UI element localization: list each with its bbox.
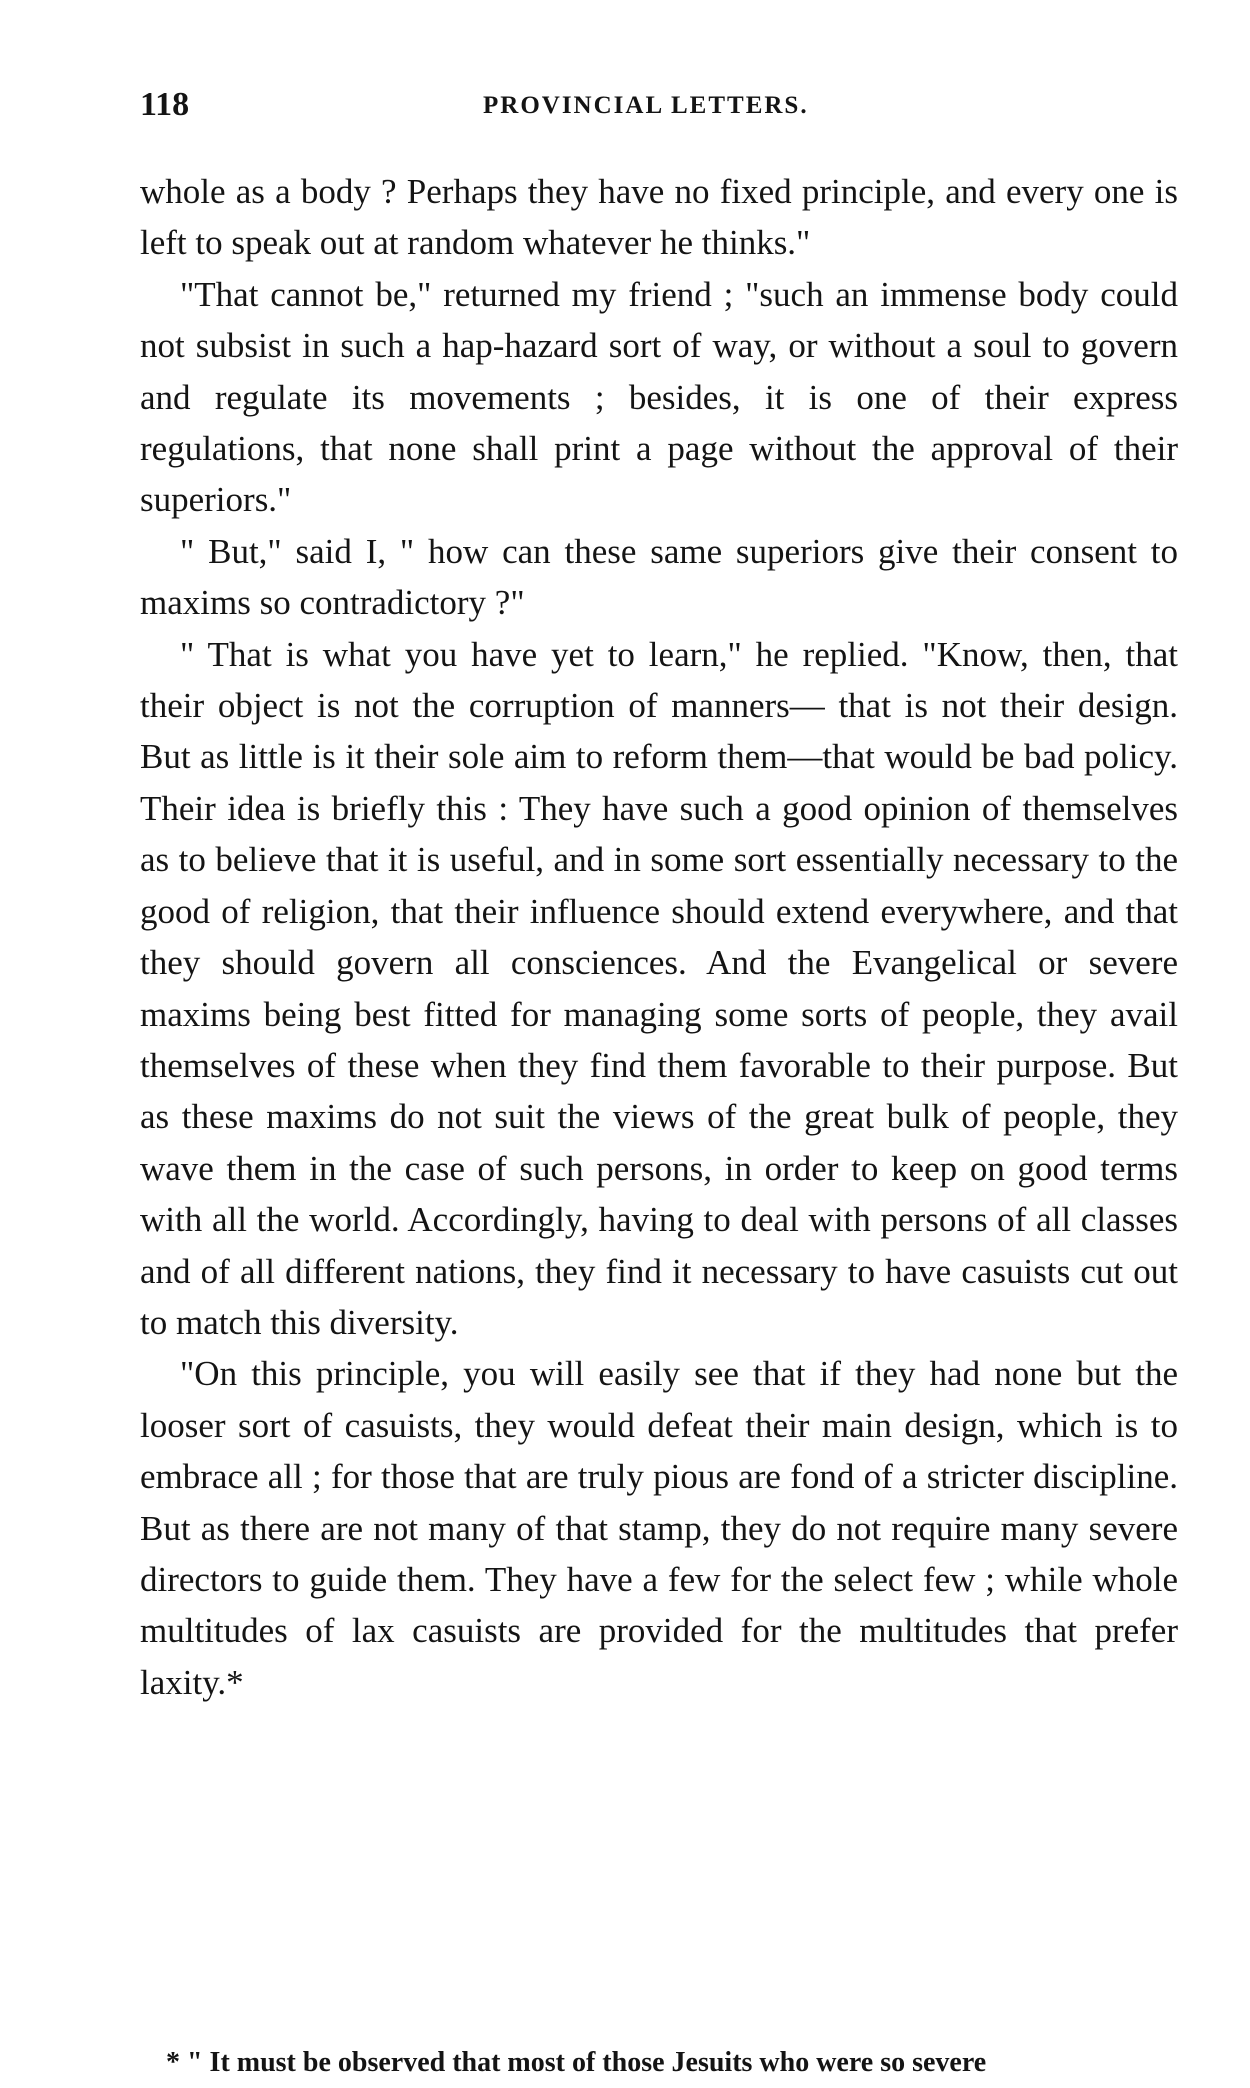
body-text <box>140 166 1178 1708</box>
page-number: 118 <box>140 86 190 123</box>
paragraph: whole as a body ? Perhaps they have no fixed principle, and every one is left to speak out at random whatever he thinks." <box>140 172 1178 263</box>
running-head: PROVINCIAL LETTERS. <box>483 92 809 119</box>
page-header <box>140 86 1180 134</box>
paragraph: " That is what you have yet to learn," he replied. "Know, then, that their object is not the corruption of manners— that is not their design. But as little is it their sole aim to reform them—that would be bad policy. Their idea is briefly this : They have such a good opinion of themselves as to believe that it is useful, and in some sort essentially necessary to the good of religion, that their influence should extend everywhere, and that they should govern all consciences. And the Evangelical or severe maxims being best fitted for managing some sorts of people, they avail themselves of these when they find them favorable to their purpose. But as these maxims do not suit the views of the great bulk of people, they wave them in the case of such persons, in order to keep on good terms with all the world. Accordingly, having to deal with persons of all classes and of all different nations, they find it necessary to have casuists cut out to match this diversity. <box>140 634 1178 1342</box>
paragraph: "That cannot be," returned my friend ; "such an immense body could not subsist in such a hap-hazard sort of way, or without a soul to govern and regulate its movements ; besides, it is one of their express regulations, that none shall print a page without the approval of their superiors." <box>140 274 1178 520</box>
paragraph: " But," said I, " how can these same superiors give their consent to maxims so contradictory ?" <box>140 531 1178 623</box>
footnote: * " It must be observed that most of those Jesuits who were so severe <box>166 2047 987 2078</box>
paragraph: "On this principle, you will easily see that if they had none but the looser sort of casuists, they would defeat their main design, which is to embrace all ; for those that are truly pious are fond of a stricter discipline. But as there are not many of that stamp, they do not require many severe directors to guide them. They have a few for the select few ; while whole multitudes of lax casuists are provided for the multitudes that prefer laxity.* <box>140 1354 1178 1702</box>
